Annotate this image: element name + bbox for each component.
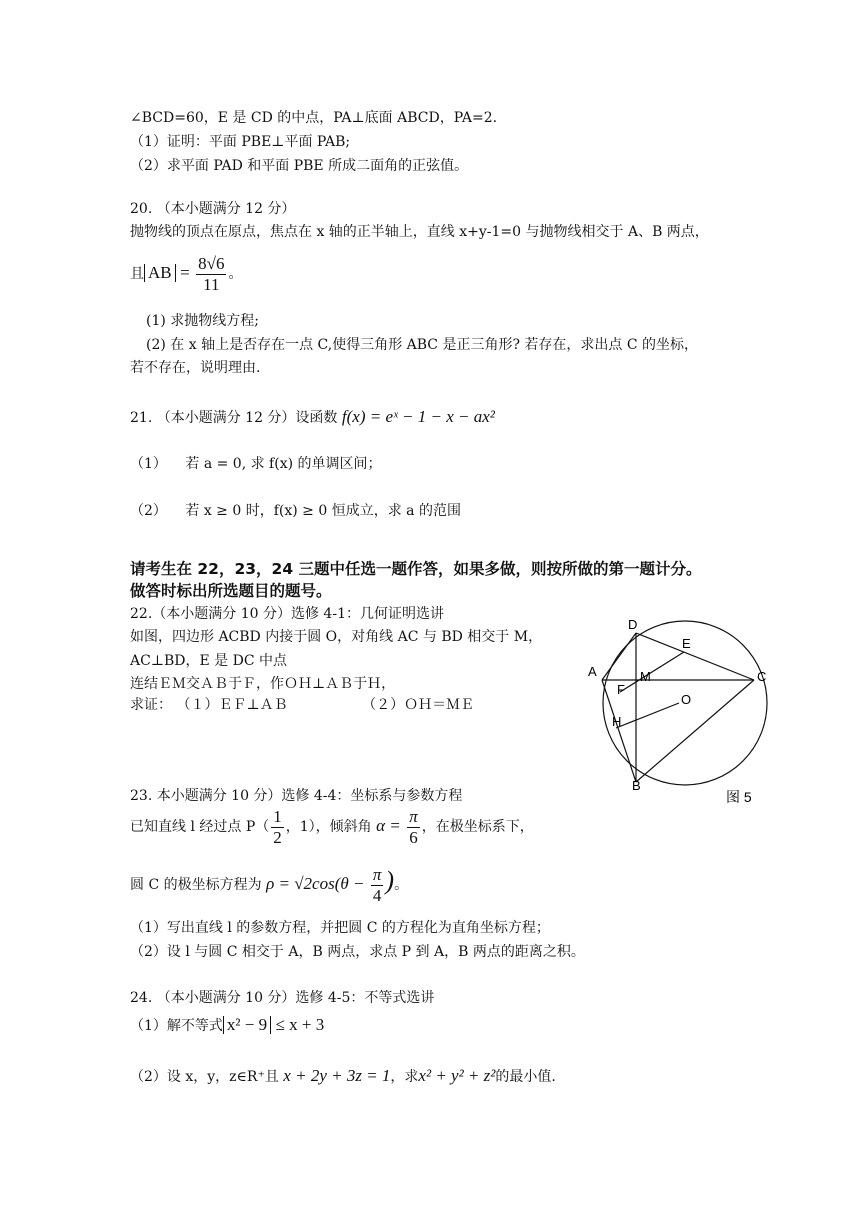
- q23-part-1: （1）写出直线 l 的参数方程，并把圆 C 的方程化为直角坐标方程；: [130, 920, 550, 936]
- figure-caption: 图 5: [726, 789, 752, 805]
- q22-header: 22.（本小题满分 10 分）选修 4-1：几何证明选讲: [130, 606, 444, 622]
- q24-part2-mid: ，求: [390, 1069, 419, 1085]
- q23-ang-den: 6: [409, 827, 418, 847]
- q21-part-2: [130, 502, 461, 520]
- label-h: H: [612, 714, 622, 729]
- q20-fraction: [196, 254, 226, 295]
- q23-body-end: ，在极坐标系下，: [421, 819, 534, 835]
- q24-part2-eq: x + 2y + 3z = 1: [283, 1066, 391, 1085]
- q20-abs-ab: AB: [144, 264, 176, 282]
- line-ad: [602, 633, 636, 680]
- q21-function: f(x) = eˣ − 1 − x − ax²: [341, 407, 495, 426]
- q23-rho-eq: ρ = √2cos(θ −: [266, 874, 365, 893]
- label-e: E: [682, 636, 691, 651]
- q22-body-2: AC⊥BD，E 是 DC 中点: [130, 653, 288, 669]
- q24-abs-expr: x² − 9: [223, 1016, 271, 1034]
- q20-body: 抛物线的顶点在原点，焦点在 x 轴的正半轴上，直线 x+y-1=0 与抛物线相交于 A、B 两点，: [130, 224, 709, 240]
- choose-instruction-1: 请考生在 22，23，24 三题中任选一题作答，如果多做，则按所做的第一题计分。: [130, 560, 702, 578]
- figure-5-circle-diagram: [580, 608, 780, 808]
- q21-part2-text: 若 x ≥ 0 时，f(x) ≥ 0 恒成立，求 a 的范围: [185, 503, 461, 519]
- q23-angle-fraction: [407, 807, 420, 848]
- q23-ang-num: π: [409, 806, 418, 826]
- q21-part1-text: 若 a = 0, 求 f(x) 的单调区间；: [185, 456, 382, 472]
- q23-header: 23. 本小题满分 10 分）选修 4-4：坐标系与参数方程: [130, 788, 463, 804]
- q20-header: 20. （本小题满分 12 分）: [130, 201, 296, 217]
- q19-part-1: （1）证明：平面 PBE⊥平面 PAB;: [130, 134, 351, 150]
- q24-part2-end: 的最小值.: [495, 1069, 556, 1085]
- q23-alpha: α =: [376, 816, 401, 835]
- q22-body-3: 连结ＥＭ交ＡＢ于Ｆ，作ＯＨ⊥ＡＢ于Ｈ，: [130, 676, 396, 692]
- q24-header: 24. （本小题满分 10 分）选修 4-5：不等式选讲: [130, 990, 435, 1006]
- q23-rho-num: π: [372, 864, 382, 884]
- q20-part-1: (1) 求抛物线方程;: [146, 313, 259, 329]
- q22-proof-1: （１）ＥＦ⊥ＡＢ: [176, 697, 288, 713]
- label-c: C: [757, 669, 767, 684]
- line-oh: [616, 703, 679, 728]
- q21-header: [130, 408, 495, 427]
- label-d: D: [628, 617, 638, 632]
- label-a: A: [588, 664, 597, 679]
- q23-part-2: （2）设 l 与圆 C 相交于 A，B 两点，求点 P 到 A，B 两点的距离之积。: [130, 944, 585, 960]
- q23-rho-den: 4: [372, 885, 382, 905]
- q20-condition: [130, 252, 242, 295]
- q24-part2-expr: x² + y² + z²: [418, 1066, 496, 1085]
- q20-frac-num: 8√6: [198, 253, 225, 273]
- q23-rho-fraction: [371, 865, 384, 906]
- q21-part2-label: （2）: [130, 503, 167, 519]
- choose-instruction-2: 做答时标出所选题目的题号。: [130, 582, 332, 600]
- q23-p-fraction: [271, 807, 284, 848]
- q23-p-num: 1: [273, 806, 282, 826]
- q22-proof-label: 求证：: [130, 697, 172, 713]
- q19-condition: ∠BCD=60，E 是 CD 的中点，PA⊥底面 ABCD，PA=2.: [130, 110, 498, 126]
- label-o: O: [681, 692, 692, 707]
- q19-part-2: （2）求平面 PAD 和平面 PBE 所成二面角的正弦值。: [130, 158, 469, 174]
- q20-part-2-cont: 若不存在，说明理由.: [130, 360, 261, 376]
- q23-p-den: 2: [273, 827, 282, 847]
- label-f: F: [617, 682, 625, 697]
- q21-header-text: 21. （本小题满分 12 分）设函数: [130, 410, 338, 426]
- q20-part-2: (2) 在 x 轴上是否存在一点 C,使得三角形 ABC 是正三角形? 若存在，求出点 C 的坐标，: [146, 337, 699, 353]
- q20-cond-prefix: 且: [130, 266, 144, 282]
- q24-part1-rest: ≤ x + 3: [275, 1015, 325, 1034]
- q20-eq: =: [180, 263, 190, 282]
- q20-cond-end: 。: [228, 266, 243, 282]
- q24-part-2: [130, 1067, 556, 1086]
- label-b: B: [632, 778, 641, 793]
- q23-circle-end: 。: [394, 877, 409, 893]
- q23-body: [130, 805, 534, 848]
- q21-part-1: [130, 455, 382, 473]
- q23-rho-close: ): [385, 866, 395, 895]
- line-dc: [636, 633, 754, 680]
- q24-part1-prefix: （1）解不等式: [130, 1018, 223, 1034]
- q23-circle: [130, 860, 408, 906]
- q23-body-prefix: 已知直线 l 经过点 P（: [130, 819, 270, 835]
- line-em: [620, 652, 684, 692]
- q24-part-1: [130, 1016, 324, 1035]
- q24-part2-prefix: （2）设 x，y，z∈R⁺且: [130, 1069, 279, 1085]
- q22-proof: [130, 696, 474, 714]
- q22-proof-2: （２）ＯＨ＝ＭＥ: [362, 697, 475, 713]
- q21-part1-label: （1）: [130, 456, 167, 472]
- label-m: M: [640, 669, 651, 684]
- q22-body-1: 如图，四边形 ACBD 内接于圆 O，对角线 AC 与 BD 相交于 M，: [130, 629, 543, 645]
- q23-body-mid: ，1），倾斜角: [285, 819, 372, 835]
- q23-circle-prefix: 圆 C 的极坐标方程为: [130, 877, 262, 893]
- q20-frac-den: 11: [203, 274, 220, 294]
